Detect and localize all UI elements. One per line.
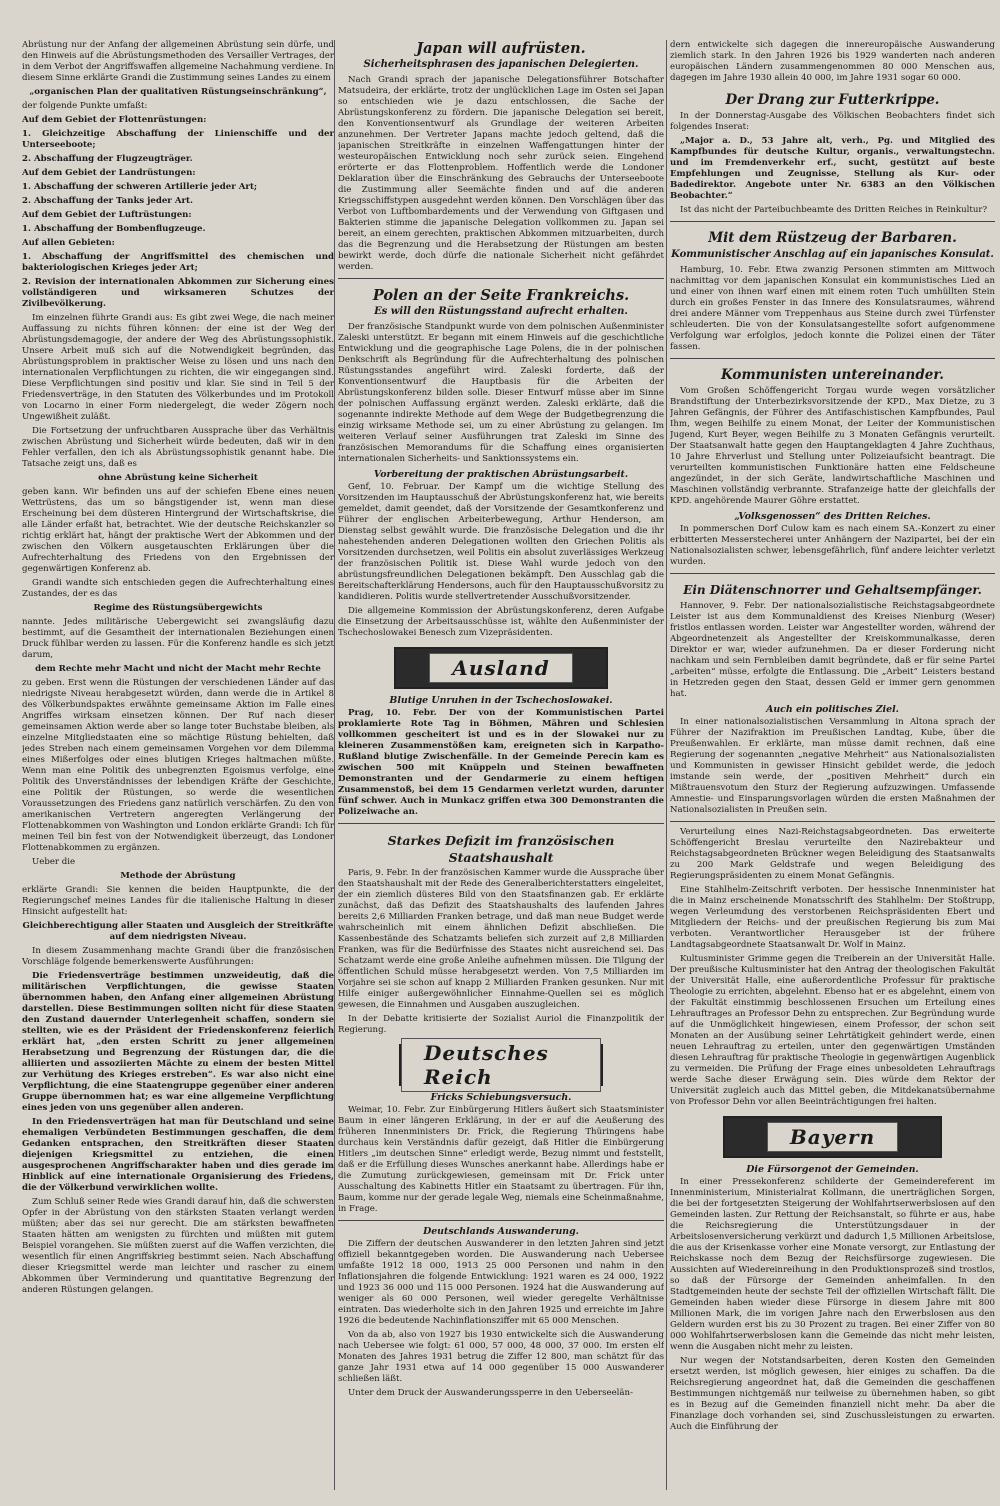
paragraph: Ueber die bbox=[32, 857, 76, 867]
article-body: Der französische Standpunkt wurde von dem polnischen Außenminister Zaleski unterstützt. Er begann mit einem Hinweis auf die geschichtliche Entwicklung und die geographische Lage Polens, die in der polnischen Denkschrift als Begründung für die Aufrechterhaltung des polnischen Rüstungsstandes angeführt wird. Zaleski forderte, daß der Konventionsentwurf die Hauptbasis für die Arbeiten der Abrüstungskonferenz bilden solle. Dieser Entwurf müsse aber im Sinne der polnischen Auffassung ergänzt werden. Zaleski erklärte, daß die sogenannte indirekte Methode auf dem Wege der Budgetbegrenzung die einzig wirksame Methode sei, um zu einer Abrüstung zu gelangen. Im weiteren Verlauf seiner Ausführungen trat Zaleski im Sinne des französischen Memorandums für die Schaffung eines organisierten internationalen Sicherheits- und Sanktionssystems ein. bbox=[338, 322, 664, 464]
paragraph: Grandi wandte sich entschieden gegen die Aufrechterhaltung eines Zustandes, der es das bbox=[22, 578, 334, 599]
subheadline-barbaren: Kommunistischer Anschlag auf ein japanisches Konsulat. bbox=[671, 249, 994, 260]
list-item: 2. Abschaffung der Flugzeugträger. bbox=[22, 154, 193, 164]
news-brief: Verurteilung eines Nazi-Reichstagsabgeordneten. Das erweiterte Schöffengericht Breslau verurteilte den Nazirebakteur und Reichstagsabgeordneten Brückner wegen Beleidigung des Staatsanwalts zu 200 Mark Geldstrafe und wegen Beleidigung des Regierungspräsidenten zu einem Monat Gefängnis. bbox=[670, 827, 995, 881]
headline-frick: Fricks Schiebungsversuch. bbox=[430, 1092, 572, 1103]
headline-barbaren: Mit dem Rüstzeug der Barbaren. bbox=[708, 230, 957, 246]
paragraph: Zum Schluß seiner Rede wies Grandi darauf hin, daß die schwersten Opfer in der Abrüstung von den stärksten Staaten verlangt werden müßten; aber das sei nur gerecht. Die am stärksten bewaffneten Staaten hätten am wenigsten zu fürchten und müßten mit gutem Beispiel vorangehen. Sie müßten zuerst auf die Waffen verzichten, die wesentlich für einen Angriffskrieg bestimmt seien. Nach Abschaffung dieser Kriegsmittel werde man leichter und rascher zu einem Abkommen über Verminderung und quantitative Begrenzung der anderen Rüstungen gelangen. bbox=[22, 1197, 334, 1295]
news-brief: Eine Stahlhelm-Zeitschrift verboten. Der hessische Innenminister hat die in Mainz erscheinende Monatsschrift des Stahlhelm: Der Stoßtrupp, wegen Verleumdung des verstorbenen Reichspräsidenten Ebert und Mitgliedern der Reichs- und der preußischen Regierung bis zum Mai verboten. Verantwortlicher Herausgeber ist der frühere Landtagsabgeordnete Staatsanwalt Dr. Wolf in Mainz. bbox=[670, 885, 995, 950]
list-item: 1. Abschaffung der schweren Artillerie jeder Art; bbox=[22, 182, 258, 192]
article-body: Unter dem Druck der Auswanderungssperre in den Ueberseelän- bbox=[348, 1388, 633, 1398]
column-right bbox=[670, 40, 995, 1500]
bold-heading: ohne Abrüstung keine Sicherheit bbox=[98, 473, 258, 483]
article-body: In pommerschen Dorf Culow kam es nach einem SA.-Konzert zu einer erbitterten Messerstecherei unter Anhängern der Nazipartei, bei der ein Nationalsozialisten schwer, lebensgefährlich, fünf andere leichter verletzt wurden. bbox=[670, 524, 995, 567]
section-label: Ausland bbox=[429, 653, 572, 683]
headline-vorbereitung: Vorbereitung der praktischen Abrüstungsarbeit. bbox=[373, 469, 629, 480]
list-item: 2. Revision der internationalen Abkommen zur Sicherung eines vollständigeren und wirksameren Schutzes der Zivilbevölkerung. bbox=[22, 277, 334, 309]
paragraph: Die Friedensverträge bestimmen unzweideutig, daß die militärischen Verpflichtungen, die gewisse Staaten übernommen haben, den Anfang einer allgemeinen Abrüstung darstellen. Diese Bestimmungen sollten nicht für diese Staaten den Zustand dauernder Unterlegenheit schaffen, sondern sie stellten, wie es der Präsident der Friedenskonferenz feierlich erklärt hat, „den ersten Schritt zu jener allgemeinen Herabsetzung und Begrenzung der Rüstungen dar, die die alliierten und assoziierten Mächte zu einem der besten Mittel zur Verhütung des Krieges erstreben“. Es war also nicht eine Verpflichtung, die eine Staatengruppe gegenüber einer anderen Gruppe übernommen hat; es war eine allgemeine Verpflichtung eines jeden von uns gegenüber allen anderen. bbox=[22, 971, 334, 1113]
article-body: In der Debatte kritisierte der Sozialist Auriol die Finanzpolitik der Regierung. bbox=[338, 1014, 664, 1035]
divider bbox=[338, 1220, 664, 1221]
subheadline-polen: Es will den Rüstungsstand aufrecht erhalten. bbox=[374, 306, 628, 317]
subheadline-japan: Sicherheitsphrasen des japanischen Delegierten. bbox=[363, 59, 639, 70]
list-heading: Auf dem Gebiet der Landrüstungen: bbox=[22, 168, 196, 178]
paragraph: In den Friedensverträgen hat man für Deutschland und seine ehemaligen Verbündeten Bestimmungen geschaffen, die dem Gedanken entsprachen, den Streitkräften dieser Staaten diejenigen Kriegsmittel zu entziehen, die einen ausgesprochenen Angriffscharakter haben und dies gerade im Hinblick auf eine internationale Organisierung des Friedens, die der Völkerbund verwirklichen wollte. bbox=[22, 1117, 334, 1193]
divider bbox=[670, 573, 995, 574]
quote-inserat: „Major a. D., 53 Jahre alt, verh., Pg. und Mitglied des Kampfbundes für deutsche Kultur, organis., verwaltungstechn. und im Fremdenverkehr erf., sucht, gestützt auf beste Empfehlungen und Zeugnisse, Stellung als Kur- oder Badedirektor. Angebote unter Nr. 6383 an den Völkischen Beobachter.“ bbox=[670, 136, 995, 201]
section-banner-reich bbox=[399, 1041, 603, 1089]
article-body: In der Donnerstag-Ausgabe des Völkischen Beobachters findet sich folgendes Inserat: bbox=[670, 111, 995, 132]
headline-japan: Japan will aufrüsten. bbox=[416, 40, 586, 57]
article-body: In einer Pressekonferenz schilderte der Gemeindereferent im Innenministerium, Ministerialrat Kollmann, die unerträglichen Sorgen, die bei der fortgesetzten Steigerung der Wohlfahrtserwerbslosen auf den Gemeinden lasten. Zur Rettung der Reichsanstalt, so führte er aus, habe die Reichsregierung die Unterstützungsdauer in der Arbeitslosenversicherung verkürzt und dadurch 1,5 Millionen Arbeitslose, die aus der Krisenkasse vorher eine Monate versorgt, zur Entlastung der Reichskasse noch dem Bezug der Reichsfürsorge zugewiesen. Die Aussichten auf Wiedereinreihung in den Produktionsprozeß sind trostlos, so daß der Fürsorge der Gemeinden anheimfallen. In den Stadtgemeinden heute der sechste Teil der offiziellen Wirtschaft fällt. Die Gemeinden haben wieder diese Fürsorge in diesem Jahre mit 800 Millionen Mark, die im vorigen Jahre nach den Erwerbslosen aus den Geldern wurden erst bis zu 30 Prozent zu tragen. Bei einer Ziffer von 80 000 Wohlfahrtserwerbslosen kann die Gemeinde das nicht mehr leisten, wenn die Ausgaben nicht mehr zu leisten. bbox=[670, 1177, 995, 1352]
bold-heading: Gleichberechtigung aller Staaten und Ausgleich der Streitkräfte auf dem niedrigsten Niveau. bbox=[22, 921, 334, 942]
section-banner-bayern bbox=[723, 1116, 942, 1158]
headline-tschecho: Blutige Unruhen in der Tschechoslowakei. bbox=[389, 695, 613, 706]
column-rule bbox=[666, 40, 667, 1490]
article-body: Die Ziffern der deutschen Auswanderer in den letzten Jahren sind jetzt offiziell bekanntgegeben worden. Die Auswanderung nach Uebersee umfaßte 1912 18 000, 1913 25 000 Personen und nahm in den Inflationsjahren die folgende Entwicklung: 1921 waren es 24 000, 1922 und 1923 36 000 und 115 000 Personen. 1924 hat die Auswanderung auf weniger als 60 000 Personen, weil wieder geregelte Verhältnisse eintraten. Das wiederholte sich in den Jahren 1925 und erreichte im Jahre 1926 die bedeutende Nachinflationsziffer mit 65 000 Menschen. bbox=[338, 1239, 664, 1326]
headline-ziel: Auch ein politisches Ziel. bbox=[766, 704, 899, 715]
headline-kommunisten: Kommunisten untereinander. bbox=[721, 367, 944, 383]
article-body: Die allgemeine Kommission der Abrüstungskonferenz, deren Aufgabe die Einsetzung der Arbeitsausschüsse ist, wählte den Außenminister der Tschechoslowakei Benesch zum Vizepräsidenten. bbox=[338, 606, 664, 638]
article-body: In einer nationalsozialistischen Versammlung in Altona sprach der Führer der Nazifraktion im Preußischen Landtag, Kube, über die Preußenwahlen. Er erklärte, man müsse damit rechnen, daß eine Regierung der sogenannten „negative Mehrheit“ aus Nationalsozialisten und Kommunisten in gewisser Hinsicht gebildet werde, die jedoch imstande sein werde, der „positiven Mehrheit“ durch ein Mißtrauensvotum den Sturz der Regierung aufzuzwingen. Umfassende Amnestie- und Einsparungsvorlagen würden die ersten Maßnahmen der Nationalsozialisten in Preußen sein. bbox=[670, 717, 995, 815]
headline-polen: Polen an der Seite Frankreichs. bbox=[372, 287, 630, 304]
paragraph: In diesem Zusammenhang machte Grandi über die französischen Vorschläge folgende bemerkenswerte Ausführungen: bbox=[22, 946, 334, 967]
column-rule bbox=[334, 40, 335, 1490]
headline-volksgenossen: „Volksgenossen“ des Dritten Reiches. bbox=[734, 511, 931, 522]
bold-heading: Methode der Abrüstung bbox=[120, 871, 236, 881]
article-body: Vom Großen Schöffengericht Torgau wurde wegen vorsätzlicher Brandstiftung der Unterbezirksvorsitzende der KPD., Max Dietze, zu 3 Jahren Gefängnis, der Führer des Antifaschistischen Kampfbundes, Paul Ihm, wegen Beihilfe zu einem Monat, der Leiter der Kommunistischen Jugend, Kurt Beyer, wegen Beihilfe zu 3 Monaten Gefängnis verurteilt. Der Staatsanwalt hatte gegen den Hauptangeklagten 4 Jahre Zuchthaus, 10 Jahre Ehrverlust und Stellung unter Polizeiaufsicht beantragt. Die verurteilten kommunistischen Funktionäre hatten eine Feldscheune angezündet, in der sich Geräte, landwirtschaftliche Maschinen und Maschinen vollständig verbrannte. Strafanzeige hatte der gleichfalls der KPD. angehörende Maurer Göhre erstattet. bbox=[670, 386, 995, 506]
article-body: Prag, 10. Febr. Der von der Kommunistischen Partei proklamierte Rote Tag in Böhmen, Mähren und Schlesien vollkommen gescheitert ist und es in der Slowakei nur zu kleineren Zusammenstößen kam, ereigneten sich in Karpatho-Rußland blutige Zwischenfälle. In der Gemeinde Perecin kam es zwischen 500 mit Knüppeln und Steinen bewaffneten Demonstranten und der Gendarmerie zu einem heftigen Zusammenstoß, bei dem 15 Gendarmen verletzt wurden, darunter fünf schwer. Auch in Munkacz griffen etwa 300 Demonstranten die Polizeiwache an. bbox=[338, 708, 664, 817]
article-body: Nur wegen der Notstandsarbeiten, deren Kosten den Gemeinden ersetzt werden, ist möglich gewesen, hier einiges zu schaffen. Da die Reichsregierung angeordnet hat, daß die Gemeinden die geschaffenen Bestimmungen nichtgemäß nur teilweise zu übernehmen haben, so gibt es in Bezug auf die Gemeinden finanziell nicht mehr. Da aber die Finanzlage doch vorhanden sei, sind Zuschussleistungen zu erwarten. Auch die Einführung der bbox=[670, 1356, 995, 1432]
headline-auswanderung: Deutschlands Auswanderung. bbox=[423, 1226, 579, 1237]
article-body: Paris, 9. Febr. In der französischen Kammer wurde die Aussprache über den Staatshaushalt mit der Rede des Generalberichterstatters eingeleitet, der ein ziemlich düsteres Bild von den Staatsfinanzen gab. Er erklärte zunächst, daß das Defizit des Staatshaushalts des laufenden Jahres bereits 2,6 Milliarden Franken betrage, und daß man neue Budget werde wahrscheinlich mit einem ähnlichen Defizit abschließen. Die Kassenbestände des Schatzamts beliefen sich zurzeit auf 2,8 Milliarden Franken, was für die Bedürfnisse des Staates nicht ausreichend sei. Das Schatzamt werde eine große Anleihe aufnehmen müssen. Die Tilgung der öffentlichen Schuld müsse herabgesetzt werden. Von 7,5 Milliarden im Vorjahre sei sie schon auf knapp 2 Milliarden Franken gesunken. Nur mit Hilfe einiger außergewöhnlicher Einnahme-Quellen sei es möglich gewesen, die Einnahmen und Ausgaben auszugleichen. bbox=[338, 868, 664, 1010]
headline-diaeten: Ein Diätenschnorrer und Gehaltsempfänger. bbox=[683, 583, 982, 597]
article-body: Ist das nicht der Parteibuchbeamte des Dritten Reiches in Reinkultur? bbox=[680, 205, 988, 215]
paragraph: der folgende Punkte umfaßt: bbox=[22, 101, 148, 111]
article-body: Hamburg, 10. Febr. Etwa zwanzig Personen stimmten am Mittwoch nachmittag vor dem japanischen Konsulat ein kommunistisches Lied an und einer von ihnen warf einen mit einem roten Tuch umhüllten Stein durch ein großes Fenster in das Innere des Konsulatsraumes, während drei andere Männer vom Treppenhaus aus Steine durch zwei Türfenster schleuderten. Die von der Konsulatsangestellte sofort aufgenommene Verfolgung war erfolglos, jedoch konnte die Polizei einen der Täter fassen. bbox=[670, 265, 995, 352]
divider bbox=[338, 278, 664, 279]
section-label: Deutsches Reich bbox=[401, 1038, 601, 1092]
paragraph: Im einzelnen führte Grandi aus: Es gibt zwei Wege, die nach meiner Auffassung zu nichts führen können: der eine ist der Weg der Abrüstungsdemagogie, der andere der Weg des Abrüstungssophistik. Unsere Arbeit muß sich auf die Notwendigkeit begründen, das Abrüstungsproblem in praktischer Weise zu lösen und uns nach den internationalen Verpflichtungen zu richten, die wir eingegangen sind. Diese Verpflichtungen sind positiv und klar. Sie sind in Teil 5 der Friedensverträge, in den Statuten des Völkerbundes und im Protokoll von Locarno in einer Form niedergelegt, die weder Zögern noch Ungewißheit zuläßt. bbox=[22, 313, 334, 422]
column-middle bbox=[338, 40, 664, 1500]
bold-heading: „organischen Plan der qualitativen Rüstungseinschränkung“, bbox=[29, 87, 327, 97]
column-left bbox=[22, 40, 334, 1495]
article-body: dern entwickelte sich dagegen die innereuropäische Auswanderung ziemlich stark. In den Jahren 1926 bis 1929 wanderten nach anderen europäischen Ländern zusammengenommen 80 000 Menschen aus, dagegen im Jahre 1930 allein 40 000, im Jahre 1931 sogar 60 000. bbox=[670, 40, 995, 83]
list-heading: Auf allen Gebieten: bbox=[22, 238, 115, 248]
article-body: Nach Grandi sprach der japanische Delegationsführer Botschafter Matsudeira, der erklärte, trotz der unglücklichen Lage im Osten sei Japan so entschieden wie je dazu entschlossen, die Sache der Abrüstungskonferenz zu fördern. Die japanische Delegation sei bereit, den Konventionsentwurf als Grundlage der weiteren Arbeiten anzunehmen. Der Vertreter Japans machte jedoch geltend, daß die japanischen Streitkräfte in einzelnen Waffengattungen hinter der westeuropäischen Entwicklung noch sehr zurück seien. Eingehend erörterte er das Flottenproblem. Hoffentlich werde die Londoner Deklaration über die Einschränkung des Gebrauchs der Unterseeboote die Zustimmung aller Seemächte finden und auf die anderen Kriegsschiffstypen ausgedehnt werden können. Den Vorschlägen über das Verbot von Luftbombardements und der Verwendung von Giftgasen und Bakterien stimme die japanische Delegation vollkommen zu. Japan sei bereit, an einem gerechten, praktischen Abkommen mitzuarbeiten, durch das die Begrenzung und die Herabsetzung der Rüstungen am besten bewirkt werde, doch dürfe die nationale Sicherheit nicht gefährdet werden. bbox=[338, 75, 664, 272]
divider bbox=[670, 358, 995, 359]
list-heading: Auf dem Gebiet der Flottenrüstungen: bbox=[22, 115, 207, 125]
headline-defizit: Starkes Defizit im französischen Staatshaushalt bbox=[387, 833, 615, 865]
list-item: 1. Gleichzeitige Abschaffung der Linienschiffe und der Unterseeboote; bbox=[22, 129, 334, 150]
bold-heading: dem Rechte mehr Macht und nicht der Macht mehr Rechte bbox=[35, 664, 321, 674]
divider bbox=[338, 823, 664, 824]
article-body: Weimar, 10. Febr. Zur Einbürgerung Hitlers äußert sich Staatsminister Baum in einer längeren Erklärung, in der er auf die Aeußerung des früheren Innenministers Dr. Frick, die Regierung Thüringens habe durchaus kein Verständnis dafür gezeigt, daß Hitler die Einbürgerung Hitlers „im deutschen Sinne“ erledigt werde, Bezug nimmt und feststellt, daß er die Erfüllung dieses Wunsches anerkannt habe. Allerdings habe er die Zumutung zurückgewiesen, gemeinsam mit Dr. Frick unter Ausschaltung des Kabinetts Hitler ein Staatsamt zu übertragen. Für ihn, Baum, komme nur der gerade legale Weg, niemals eine Scheinmaßnahme, in Frage. bbox=[338, 1105, 664, 1214]
paragraph: erklärte Grandi: Sie kennen die beiden Hauptpunkte, die der Regierungschef meines Landes für die italienische Haltung in dieser Hinsicht aufgestellt hat: bbox=[22, 885, 334, 917]
list-heading: Auf dem Gebiet der Luftrüstungen: bbox=[22, 210, 192, 220]
headline-futter: Der Drang zur Futterkrippe. bbox=[725, 92, 940, 108]
article-body: Genf, 10. Februar. Der Kampf um die wichtige Stellung des Vorsitzenden im Hauptausschuß der Abrüstungskonferenz hat, wie bereits gemeldet, damit geendet, daß der Vorsitzende der Gesamtkonferenz und Führer der englischen Arbeiterbewegung, Arthur Henderson, am Dienstag selbst gewählt wurde. Die französische Delegation und die ihr nahestehenden anderen Delegationen wollten den Griechen Politis als Vorsitzenden durchsetzen, weil Politis ein absolut zuverlässiges Werkzeug der französischen Politik ist. Diese Wahl wurde jedoch von den abrüstungsfreundlichen Delegationen bekämpft. Den Ausschlag gab die Bereitschafterklärung Hendersons, auch für den Hauptausschußvorsitz zu kandidieren. Politis wurde stellvertretender Ausschußvorsitzender. bbox=[338, 482, 664, 602]
list-item: 1. Abschaffung der Bombenflugzeuge. bbox=[22, 224, 206, 234]
divider bbox=[670, 221, 995, 222]
paragraph: geben kann. Wir befinden uns auf der schiefen Ebene eines neuen Wettrüstens, das um so bängstigender ist, wenn man diese Erscheinung bei dem düsteren Hintergrund der Wirtschaftskrise, die alle Länder erfaßt hat, betrachtet. Wie der deutsche Reichskanzler so richtig erklärt hat, hängt der praktische Wert der Abkommen und der zwischen den Völkern ausgetauschten Erklärungen über die Aufrechterhaltung des Friedens von den Ergebnissen der gegenwärtigen Konferenz ab. bbox=[22, 487, 334, 574]
news-brief: Kultusminister Grimme gegen die Treiberein an der Universität Halle. Der preußische Kultusminister hat den Antrag der theologischen Fakultät der Universität Halle, eine außerordentliche Professur für praktische Theologie zu errichten, abgelehnt. Ebenso hat er es abgelehnt, einem von der Fakultät einstimmig beschlossenen Ersuchen um Erteilung eines Lehrauftrages an Professor Dehn zu entsprechen. Zur Begründung wurde auf die Unmöglichkeit hingewiesen, einem Professor, der schon seit Monaten an der Ausübung seiner Lehrtätigkeit gehindert werde, einen neuen Lehrauftrag zu erteilen, unter den gegenwärtigen Umständen diesen Lehrauftrag für praktische Theologie in gegenwärtigen Augenblick zu vermeiden. Die Prüfung der Frage eines unbesoldeten Lehrauftrags werde Sache dieser Erwägung sein. Dies würde dem Rektor der Universität zugleich auch das Mittel geben, die Mitdekanatsübernahme von Professor Dehn vor allen Beeinträchtigungen frei halten. bbox=[670, 954, 995, 1107]
paragraph: Die Fortsetzung der unfruchtbaren Aussprache über das Verhältnis zwischen Abrüstung und Sicherheit würde bedeuten, daß wir in den Fehler verfallen, den ich als Abrüstungssophistik genannt habe. Die Tatsache zeigt uns, daß es bbox=[22, 426, 334, 469]
divider bbox=[670, 821, 995, 822]
paragraph: Abrüstung nur der Anfang der allgemeinen Abrüstung sein dürfe, und den Hinweis auf die Abrüstungsmethoden des Versailler Vertrages, der in dem Verbot der Angriffswaffen allgemeine Nachahmung verdiene. In diesem Sinne erklärte Grandi die Zustimmung seines Landes zu einem bbox=[22, 40, 334, 83]
section-label: Bayern bbox=[767, 1122, 898, 1152]
paragraph: nannte. Jedes militärische Uebergewicht sei zwangsläufig dazu bestimmt, auf die Gesamtheit der internationalen Beziehungen einen Druck fühlbar werden zu lassen. Für die Konferenz handle es sich jetzt darum, bbox=[22, 617, 334, 660]
list-item: 2. Abschaffung der Tanks jeder Art. bbox=[22, 196, 193, 206]
list-item: 1. Abschaffung der Angriffsmittel des chemischen und bakteriologischen Krieges jeder Art; bbox=[22, 252, 334, 273]
article-body: Von da ab, also von 1927 bis 1930 entwickelte sich die Auswanderung nach Uebersee wie folgt: 61 000, 57 000, 48 000, 37 000. Im ersten elf Monaten des Jahres 1931 betrug die Ziffer 12 800, man schätzt für das ganze Jahr 1931 etwa auf 14 000 gegenüber 15 000 Auswanderer schließen läßt. bbox=[338, 1330, 664, 1384]
bold-heading: Regime des Rüstungsübergewichts bbox=[93, 603, 263, 613]
paragraph: zu geben. Erst wenn die Rüstungen der verschiedenen Länder auf das niedrigste Niveau herabgesetzt würden, dann werde die in Artikel 8 des Völkerbundspaktes erwähnte gemeinsame Aktion im Falle eines Angriffes wirksam einsetzen können. Der Ruf nach dieser gemeinsamen Aktion werde aber so lange toter Buchstabe bleiben, als einzelne Mitgliedstaaten eine so mächtige Rüstung behielten, daß jedes Streben nach einem gemeinsamen Vorgehen vor dem Dilemma eines Mißerfolges oder eines blutigen Krieges haltmachen müßte. Wenn man eine Politik des unbegrenzten Egoismus verfolge, eine Politik des Unverständnisses der lebendigen Kräfte der Geschichte, eine Politik der Rüstungen, so werde die wesentlichen Voraussetzungen des Friedens ganz natürlich verschärfen. Zu den von amerikanischen Vertretern angeregten Verlängerung der Flottenabkommen von Washington und London erklärte Grandi: Ich für meinen Teil bin fest von der Notwendigkeit überzeugt, das Londoner Flottenabkommen zu ergänzen. bbox=[22, 678, 334, 853]
article-body: Hannover, 9. Febr. Der nationalsozialistische Reichstagsabgeordnete Leister ist aus dem Kommunaldienst des Kreises Nienburg (Weser) fristlos entlassen worden. Leister war Angestellter worden, während der Abgeordnetenzeit als Angestellter der Kreiskommunalkasse, deren Direktor er war, wieder aufzunehmen. Da er dieser Forderung nicht nachkam und sein Fernbleiben damit begründete, daß er für seine Partei „arbeiten“ müsse, erfolgte die Entlassung. Die „Arbeit“ Leisters bestand in Hetzreden gegen den Staat, dessen Geld er immer gern genommen hat. bbox=[670, 601, 995, 699]
section-banner-ausland bbox=[394, 647, 608, 689]
headline-fuersorge: Die Fürsorgenot der Gemeinden. bbox=[746, 1164, 919, 1175]
